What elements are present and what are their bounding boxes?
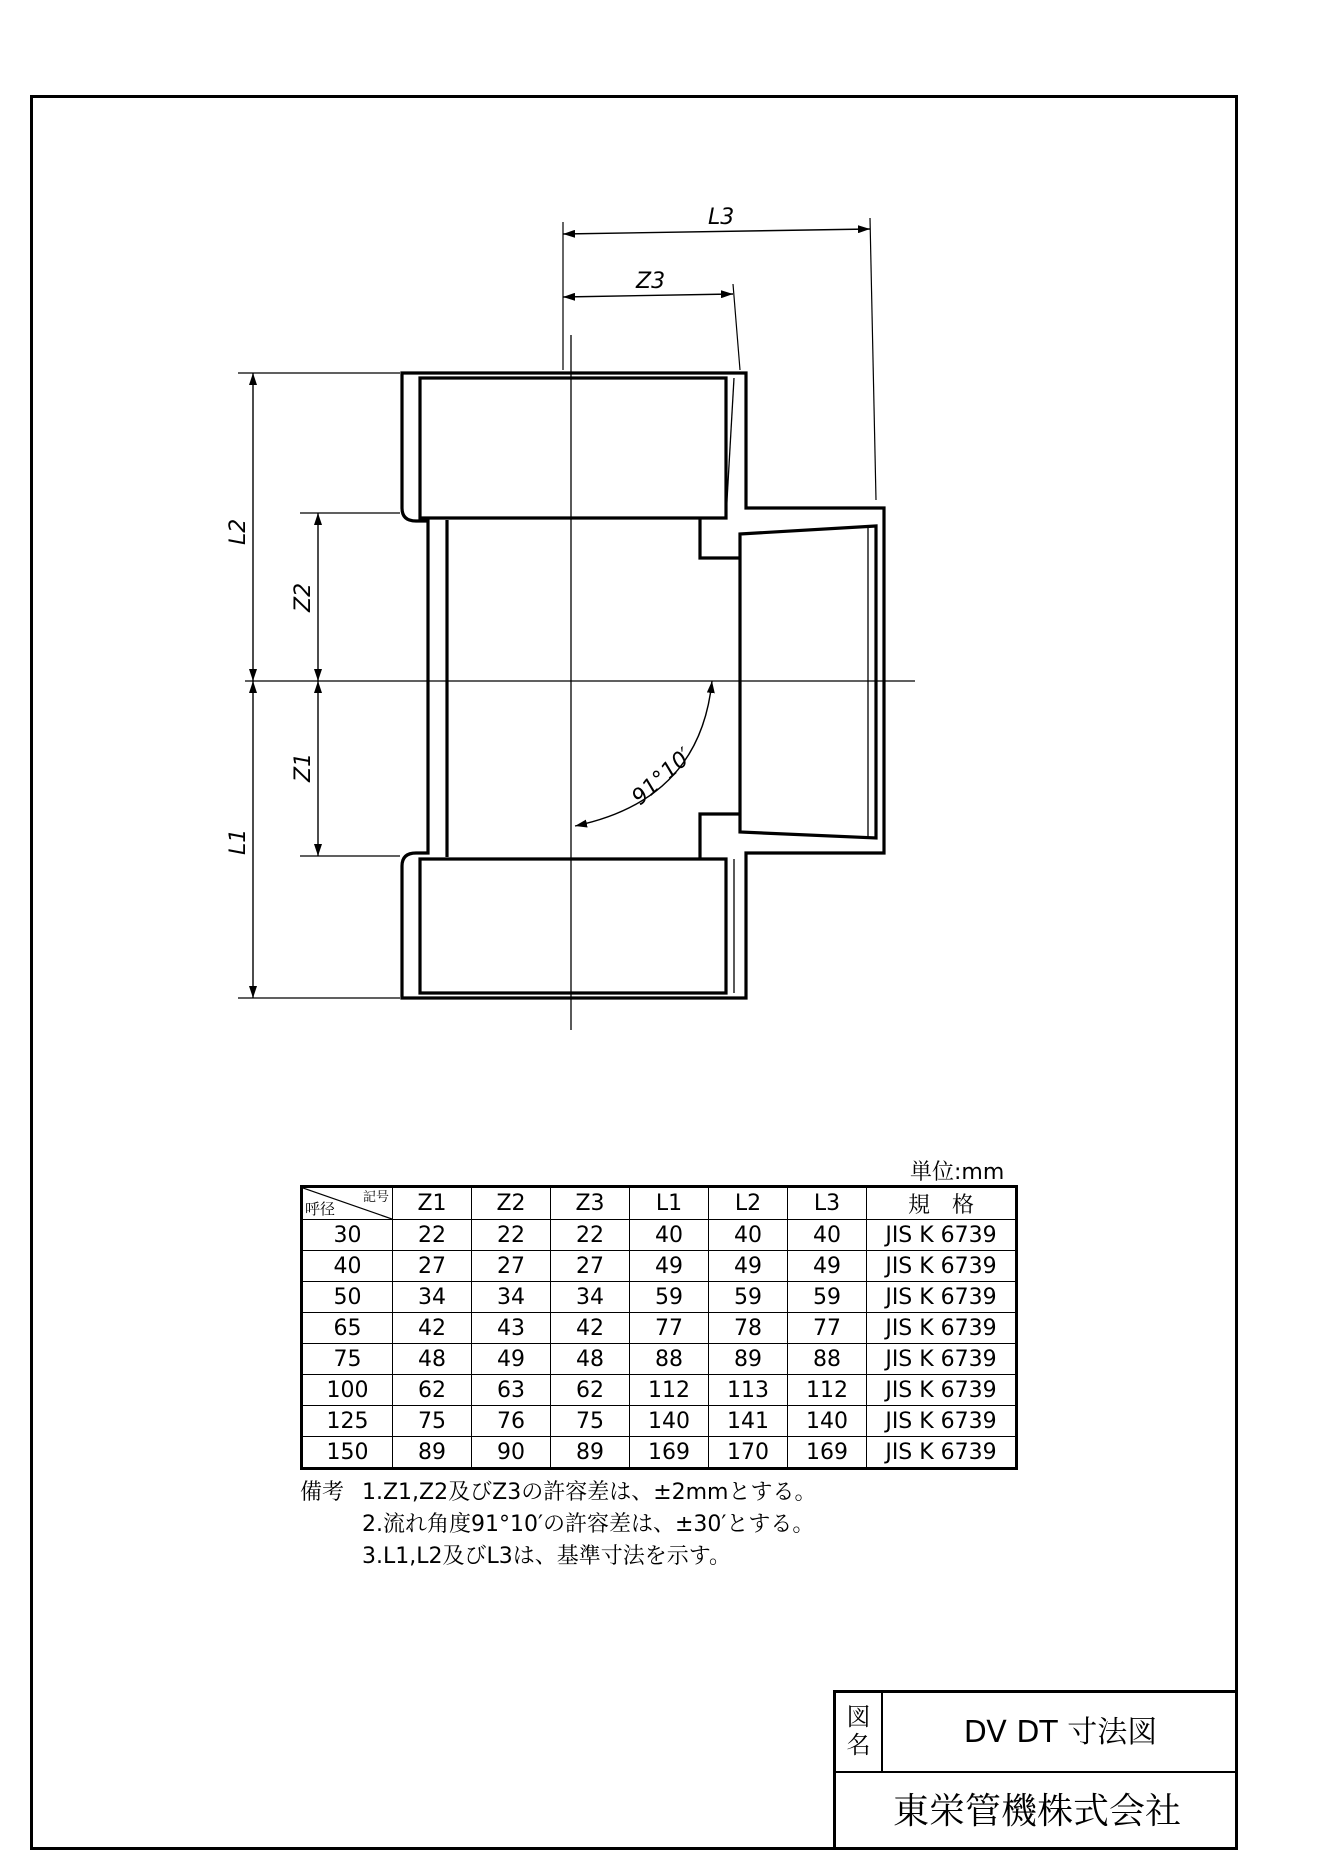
dimension-cell: 140 bbox=[630, 1406, 709, 1437]
standard-cell: JIS K 6739 bbox=[867, 1344, 1017, 1375]
dimension-cell: 88 bbox=[788, 1344, 867, 1375]
dimension-cell: 27 bbox=[393, 1251, 472, 1282]
corner-symbol-label: 記号 bbox=[362, 1190, 389, 1205]
branch-step-lower bbox=[700, 814, 740, 859]
dimension-cell: 141 bbox=[709, 1406, 788, 1437]
dimension-cell: 59 bbox=[630, 1282, 709, 1313]
ext-z3-right bbox=[733, 284, 740, 370]
dimension-lines bbox=[253, 229, 870, 998]
fitting-outer-contour bbox=[402, 373, 884, 998]
unit-label: 単位:mm bbox=[910, 1160, 1005, 1185]
ext-l3-right bbox=[870, 218, 876, 500]
standard-cell: JIS K 6739 bbox=[867, 1220, 1017, 1251]
nominal-size-cell: 40 bbox=[302, 1251, 393, 1282]
nominal-size-cell: 125 bbox=[302, 1406, 393, 1437]
label-z1: Z1 bbox=[291, 752, 316, 782]
dimension-cell: 75 bbox=[393, 1406, 472, 1437]
dimension-cell: 63 bbox=[472, 1375, 551, 1406]
table-header-row bbox=[302, 1187, 1017, 1220]
title-block-label-2: 名 bbox=[846, 1731, 871, 1759]
dimension-cell: 62 bbox=[551, 1375, 630, 1406]
dimension-cell: 34 bbox=[393, 1282, 472, 1313]
standard-cell: JIS K 6739 bbox=[867, 1375, 1017, 1406]
dimension-cell: 78 bbox=[709, 1313, 788, 1344]
standard-cell: JIS K 6739 bbox=[867, 1251, 1017, 1282]
dimension-cell: 170 bbox=[709, 1437, 788, 1469]
dimension-cell: 169 bbox=[788, 1437, 867, 1469]
table-header: Z3 bbox=[551, 1187, 630, 1220]
dimension-cell: 140 bbox=[788, 1406, 867, 1437]
nominal-size-cell: 30 bbox=[302, 1220, 393, 1251]
nominal-size-cell: 100 bbox=[302, 1375, 393, 1406]
dimension-cell: 169 bbox=[630, 1437, 709, 1469]
remark-2: 2.流れ角度91°10′の許容差は、±30′とする。 bbox=[362, 1512, 815, 1537]
dimension-cell: 40 bbox=[630, 1220, 709, 1251]
dimension-cell: 42 bbox=[551, 1313, 630, 1344]
dimension-cell: 112 bbox=[788, 1375, 867, 1406]
standard-cell: JIS K 6739 bbox=[867, 1313, 1017, 1344]
dimension-cell: 59 bbox=[709, 1282, 788, 1313]
dimension-cell: 22 bbox=[551, 1220, 630, 1251]
table-row bbox=[302, 1344, 1017, 1375]
remark-3: 3.L1,L2及びL3は、基準寸法を示す。 bbox=[362, 1544, 731, 1569]
drawing-title: DV DT 寸法図 bbox=[883, 1693, 1238, 1773]
table-row bbox=[302, 1220, 1017, 1251]
dimension-cell: 48 bbox=[393, 1344, 472, 1375]
dim-z3 bbox=[563, 294, 733, 297]
dimension-cell: 89 bbox=[709, 1344, 788, 1375]
label-l1: L1 bbox=[226, 828, 251, 855]
branch-socket bbox=[740, 526, 876, 838]
dimension-cell: 22 bbox=[393, 1220, 472, 1251]
extension-lines bbox=[238, 218, 876, 998]
dimension-table bbox=[300, 1185, 1018, 1470]
dimension-cell: 27 bbox=[472, 1251, 551, 1282]
nominal-size-cell: 75 bbox=[302, 1344, 393, 1375]
dimension-cell: 40 bbox=[709, 1220, 788, 1251]
dimension-cell: 77 bbox=[630, 1313, 709, 1344]
fitting-outline bbox=[402, 373, 884, 998]
table-corner-cell bbox=[302, 1187, 393, 1220]
table-header: Z1 bbox=[393, 1187, 472, 1220]
dimension-cell: 89 bbox=[551, 1437, 630, 1469]
dimension-cell: 34 bbox=[472, 1282, 551, 1313]
company-name: 東栄管機株式会社 bbox=[892, 1791, 1181, 1832]
title-block-label-1: 図 bbox=[846, 1703, 871, 1731]
dimension-cell: 59 bbox=[788, 1282, 867, 1313]
table-header: L1 bbox=[630, 1187, 709, 1220]
standard-cell: JIS K 6739 bbox=[867, 1406, 1017, 1437]
table-header: L2 bbox=[709, 1187, 788, 1220]
dimension-cell: 49 bbox=[630, 1251, 709, 1282]
label-z3: Z3 bbox=[636, 269, 666, 294]
remarks-heading: 備考 bbox=[300, 1480, 345, 1505]
table-body bbox=[302, 1220, 1017, 1469]
dimension-cell: 40 bbox=[788, 1220, 867, 1251]
dimension-cell: 49 bbox=[709, 1251, 788, 1282]
dimension-cell: 49 bbox=[472, 1344, 551, 1375]
dimension-cell: 76 bbox=[472, 1406, 551, 1437]
table-header: Z2 bbox=[472, 1187, 551, 1220]
dimension-cell: 89 bbox=[393, 1437, 472, 1469]
upper-socket bbox=[420, 378, 726, 518]
socket-inner-lines bbox=[420, 378, 868, 993]
label-angle: 91°10′ bbox=[627, 743, 698, 811]
nominal-size-cell: 50 bbox=[302, 1282, 393, 1313]
dimension-cell: 27 bbox=[551, 1251, 630, 1282]
table-row bbox=[302, 1437, 1017, 1469]
dimension-cell: 112 bbox=[630, 1375, 709, 1406]
remark-1: 1.Z1,Z2及びZ3の許容差は、±2mmとする。 bbox=[362, 1480, 817, 1505]
dimension-cell: 43 bbox=[472, 1313, 551, 1344]
dimension-cell: 62 bbox=[393, 1375, 472, 1406]
table-row bbox=[302, 1406, 1017, 1437]
standard-cell: JIS K 6739 bbox=[867, 1282, 1017, 1313]
dimension-cell: 42 bbox=[393, 1313, 472, 1344]
center-lines bbox=[245, 335, 915, 1030]
dimension-cell: 77 bbox=[788, 1313, 867, 1344]
lower-socket bbox=[420, 859, 726, 993]
table-header: 規 格 bbox=[867, 1187, 1017, 1220]
corner-size-label: 呼径 bbox=[305, 1200, 336, 1218]
table-row bbox=[302, 1251, 1017, 1282]
branch-step-upper bbox=[700, 518, 740, 558]
dimension-cell: 34 bbox=[551, 1282, 630, 1313]
dimension-cell: 22 bbox=[472, 1220, 551, 1251]
title-block bbox=[833, 1690, 1238, 1850]
table-row bbox=[302, 1313, 1017, 1344]
dimension-cell: 75 bbox=[551, 1406, 630, 1437]
label-z2: Z2 bbox=[291, 582, 316, 612]
dimension-cell: 88 bbox=[630, 1344, 709, 1375]
nominal-size-cell: 65 bbox=[302, 1313, 393, 1344]
dimension-cell: 49 bbox=[788, 1251, 867, 1282]
dimension-cell: 113 bbox=[709, 1375, 788, 1406]
title-block-label bbox=[836, 1693, 883, 1773]
dimension-cell: 48 bbox=[551, 1344, 630, 1375]
table-header: L3 bbox=[788, 1187, 867, 1220]
label-l2: L2 bbox=[226, 518, 251, 545]
nominal-size-cell: 150 bbox=[302, 1437, 393, 1469]
dimension-cell: 90 bbox=[472, 1437, 551, 1469]
table-row bbox=[302, 1375, 1017, 1406]
table-row bbox=[302, 1282, 1017, 1313]
label-l3: L3 bbox=[708, 205, 735, 230]
standard-cell: JIS K 6739 bbox=[867, 1437, 1017, 1469]
